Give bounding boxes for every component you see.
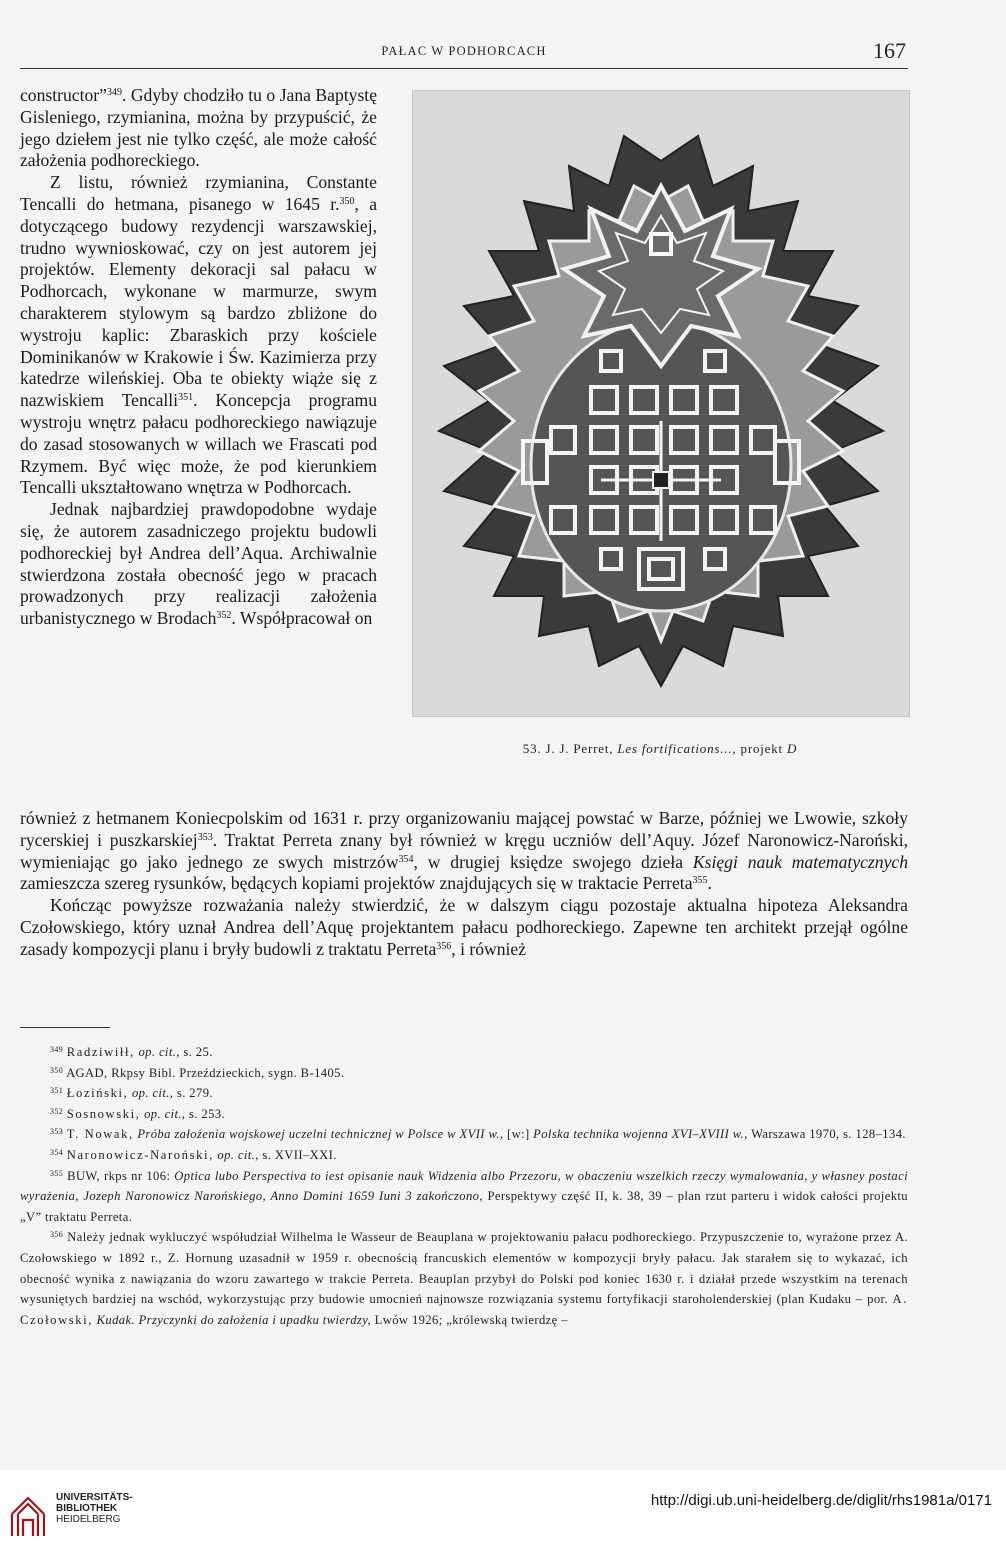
full-width-text — [20, 808, 908, 961]
footnote-355: $^{355}$ BUW, rkps nr 106: Optica lubo Perspectiva to iest opisanie nauk Widzenia albo Przezoru, w obaczeniu wszelkich rzeczy wymalowania, y własney postaci wyrażenia, Jozeph Naronowicz Narońskiego, Anno Domini 1659 Iuni 3 zakończono, Perspektywy część II, k. 38, 39 – plan rzut parteru i widok całości projektu „V” traktatu Perreta. — [20, 1168, 908, 1224]
paragraph: Kończąc powyższe rozważania należy stwierdzić, że w dalszym ciągu pozostaje aktualna hipoteza Aleksandra Czołowskiego, który uznał Andrea dell’Aquę projektantem pałacu podhoreckiego. Zapewne ten architekt przejął ogólne zasady kompozycji planu i bryły budowli z traktatu Perreta$^{356}$, i również — [20, 895, 908, 959]
footnote-353: $^{353}$ T. Nowak, Próba założenia wojskowej uczelni technicznej w Polsce w XVII w., [w:] Polska technika wojenna XVI–XVIII w., Warszawa 1970, s. 128–134. — [50, 1127, 906, 1142]
paragraph: Jednak najbardziej prawdopodobne wydaje się, że autorem zasadniczego projektu budowli podhoreckiej był Andrea dell’Aqua. Archiwalnie stwierdzona została obecność jego w pracach prowadzonych przy realizacji założenia urbanistycznego w Brodach$^{352}$. Współpracował on — [20, 499, 377, 629]
running-header — [20, 40, 908, 69]
footnote-351: $^{351}$ Łoziński, op. cit., s. 279. — [50, 1086, 213, 1101]
footnote-354: $^{354}$ Naronowicz-Naroński, op. cit., s. XVII–XXI. — [50, 1147, 337, 1162]
library-footer — [0, 1470, 1006, 1551]
running-title: PAŁAC W PODHORCACH — [381, 44, 547, 58]
fortification-plan-drawing — [413, 91, 909, 716]
footnote-ref[interactable]: 355 — [692, 875, 708, 887]
source-url-link[interactable]: http://digi.ub.uni-heidelberg.de/diglit/rhs1981a/0171 — [650, 1492, 992, 1509]
fortification-plan-figure — [412, 90, 910, 717]
library-name: UNIVERSITÄTS- BIBLIOTHEK HEIDELBERG — [56, 1492, 133, 1525]
footnote-352: $^{352}$ Sosnowski, op. cit., s. 253. — [50, 1106, 226, 1121]
work-title: Les fortifications..., — [617, 741, 737, 756]
footnote-ref[interactable]: 349 — [106, 87, 122, 98]
paragraph: constructor”$^{349}$. Gdyby chodziło tu o Jana Baptystę Gisleniego, rzymianina, można by przypuścić, że jego dziełem jest nie tylko część, ale może całość założenia podhoreckiego. — [20, 85, 377, 171]
page-number: 167 — [873, 38, 906, 63]
left-column-text — [20, 85, 377, 630]
footnote-350: $^{350}$ AGAD, Rkpsy Bibl. Przeździeckich, sygn. B-1405. — [50, 1065, 345, 1080]
figure-caption: 53. J. J. Perret, Les fortifications..., projekt D — [522, 741, 798, 756]
footnote-ref[interactable]: 353 — [197, 831, 213, 843]
book-title: Księgi nauk matematycznych — [692, 851, 908, 872]
figure-number: 53. — [522, 741, 542, 756]
footnote-349: $^{349}$ Radziwiłł, op. cit., s. 25. — [50, 1045, 213, 1059]
footnote-separator — [20, 1027, 110, 1028]
footnote-ref[interactable]: 356 — [436, 940, 452, 952]
footnote-ref[interactable]: 352 — [216, 610, 232, 622]
footnote-ref[interactable]: 350 — [339, 195, 355, 207]
footnote-356: $^{356}$ Należy jednak wykluczyć współudział Wilhelma le Wasseur de Beauplana w projektowaniu pałacu podhoreckiego. Przypuszczenie to, wyrażone przez A. Czołowskiego w 1892 r., Z. Hornung uzasadnił w 1959 r. obecnością francuskich elementów w kompozycji bryły pałacu. Jak starałem się to wykazać, ich obecność wynika z nawiązania do wzoru zawartego w trakcie Perreta. Beauplan przybył do Polski pod koniec 1630 r. i działał przede wszystkim na terenach wysuniętych bardziej na wschód, wykorzystując przy budowie umocnień najnowsze rozwiązania systemu fortyfikacji staroholenderskiej (plan Kudaku – por. A. Czołowski, Kudak. Przyczynki do założenia i upadku twierdzy, Lwów 1926; „królewską twierdzę – — [20, 1230, 908, 1327]
footnotes — [20, 1042, 908, 1330]
paragraph: również z hetmanem Koniecpolskim od 1631 r. przy organizowaniu mającej powstać w Barze, później we Lwowie, szkoły rycerskiej i puszkarskiej$^{353}$. Traktat Perreta znany był również w kręgu uczniów dell’Aquy. Józef Naronowicz-Naroński, wymieniając go jako jednego ze swych mistrzów$^{354}$, w drugiej księdze swojego dzieła Księgi nauk matematycznych zamieszcza szereg rysunków, będących kopiami projektów znajdujących się w traktacie Perreta$^{355}$. — [20, 808, 908, 894]
library-logo-icon — [8, 1484, 48, 1540]
footnote-ref[interactable]: 351 — [178, 392, 194, 404]
paragraph: Z listu, również rzymianina, Constante Tencalli do hetmana, pisanego w 1645 r.$^{350}$, a dotyczącego budowy rezydencji warszawskiej, trudno wywnioskować, czy on jest autorem jej projektów. Elementy dekoracji sal pałacu w Podhorcach, wykonane w marmurze, swym charakterem stylowym są bardzo zbliżone do wystroju kaplic: Zbaraskich przy kościele Dominikanów w Krakowie i Św. Kazimierza przy katedrze wileńskiej. Oba te obiekty wiąże się z nazwiskiem Tencalli$^{351}$. Koncepcja programu wystroju wnętrz pałacu podhoreckiego nawiązuje do zasad stosowanych w willach we Frascati pod Rzymem. Być więc może, że pod kierunkiem Tencalli ukształtowano wnętrza w Podhorcach. — [20, 172, 378, 498]
footnote-ref[interactable]: 354 — [398, 853, 414, 865]
